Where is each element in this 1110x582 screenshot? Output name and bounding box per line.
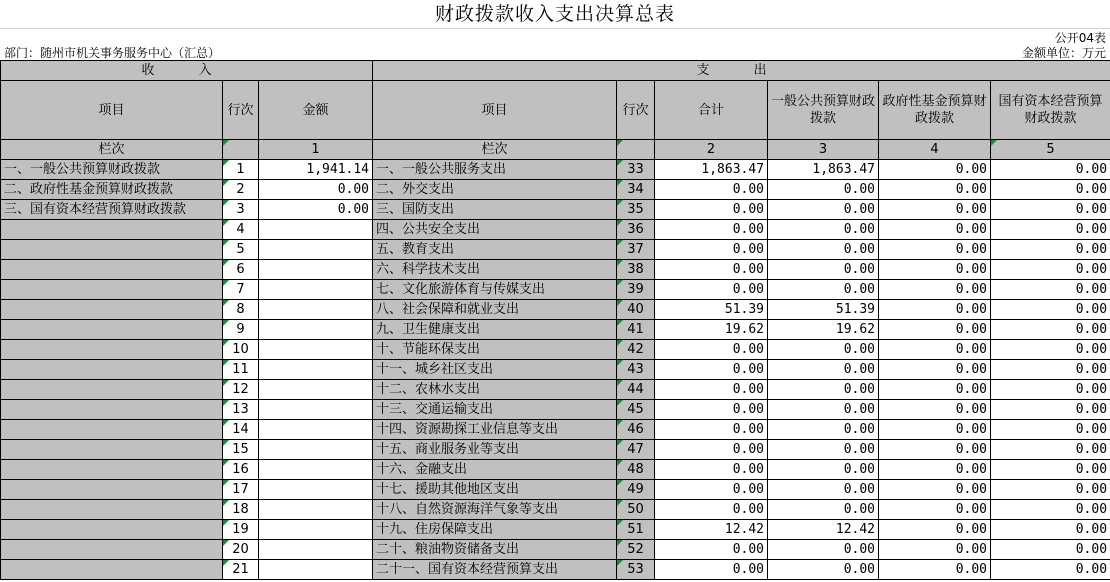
- state-capital-amount-cell[interactable]: 0.00: [991, 420, 1110, 440]
- table-row: [1, 240, 1110, 260]
- expense-item-cell[interactable]: 七、文化旅游体育与传媒支出: [373, 280, 617, 300]
- total-amount-cell[interactable]: 0.00: [655, 380, 768, 400]
- income-line-cell[interactable]: 3: [223, 200, 259, 220]
- state-capital-amount-cell[interactable]: 0.00: [991, 440, 1110, 460]
- state-capital-amount-cell[interactable]: 0.00: [991, 300, 1110, 320]
- income-item-cell[interactable]: [1, 340, 223, 360]
- income-amount-cell[interactable]: [259, 280, 373, 300]
- general-budget-amount-cell[interactable]: 0.00: [768, 420, 879, 440]
- income-line-cell[interactable]: 5: [223, 240, 259, 260]
- total-amount-cell[interactable]: 0.00: [655, 420, 768, 440]
- col-index-4: 4: [879, 140, 991, 160]
- income-item-cell[interactable]: [1, 240, 223, 260]
- income-amount-cell[interactable]: 0.00: [259, 200, 373, 220]
- income-line-cell[interactable]: 19: [223, 520, 259, 540]
- expense-line-cell[interactable]: 53: [617, 560, 655, 580]
- income-amount-cell[interactable]: [259, 360, 373, 380]
- income-item-cell[interactable]: 二、政府性基金预算财政拨款: [1, 180, 223, 200]
- col-index-2: 2: [655, 140, 768, 160]
- state-capital-amount-cell[interactable]: 0.00: [991, 200, 1110, 220]
- table-row: [1, 180, 1110, 200]
- gov-fund-amount-cell[interactable]: 0.00: [879, 260, 991, 280]
- col-label-income: 栏次: [1, 140, 223, 160]
- income-amount-cell[interactable]: [259, 520, 373, 540]
- gov-fund-amount-cell[interactable]: 0.00: [879, 360, 991, 380]
- form-code: 公开04表: [1054, 31, 1106, 45]
- gov-fund-amount-cell[interactable]: 0.00: [879, 460, 991, 480]
- income-line-cell[interactable]: 12: [223, 380, 259, 400]
- state-capital-amount-cell[interactable]: 0.00: [991, 540, 1110, 560]
- gov-fund-amount-cell[interactable]: 0.00: [879, 560, 991, 580]
- gov-fund-amount-cell[interactable]: 0.00: [879, 160, 991, 180]
- table-row: [1, 440, 1110, 460]
- col-index-1: 1: [259, 140, 373, 160]
- income-amount-cell[interactable]: [259, 220, 373, 240]
- expense-item-cell[interactable]: 十五、商业服务业等支出: [373, 440, 617, 460]
- table-row: [1, 200, 1110, 220]
- income-amount-cell[interactable]: [259, 240, 373, 260]
- expense-item-cell[interactable]: 六、科学技术支出: [373, 260, 617, 280]
- state-capital-amount-cell[interactable]: 0.00: [991, 380, 1110, 400]
- total-amount-cell[interactable]: 0.00: [655, 200, 768, 220]
- income-amount-cell[interactable]: [259, 440, 373, 460]
- income-item-cell[interactable]: 三、国有资本经营预算财政拨款: [1, 200, 223, 220]
- expense-item-cell[interactable]: 十、节能环保支出: [373, 340, 617, 360]
- income-line-cell[interactable]: 13: [223, 400, 259, 420]
- income-line-cell[interactable]: 6: [223, 260, 259, 280]
- expense-line-cell[interactable]: 41: [617, 320, 655, 340]
- expense-item-cell[interactable]: 十三、交通运输支出: [373, 400, 617, 420]
- state-capital-amount-cell[interactable]: 0.00: [991, 520, 1110, 540]
- general-budget-amount-cell[interactable]: 0.00: [768, 540, 879, 560]
- expense-line-cell[interactable]: 39: [617, 280, 655, 300]
- income-item-cell[interactable]: [1, 380, 223, 400]
- table-row: [1, 220, 1110, 240]
- state-capital-amount-cell[interactable]: 0.00: [991, 320, 1110, 340]
- gov-fund-amount-cell[interactable]: 0.00: [879, 540, 991, 560]
- income-line-cell[interactable]: 14: [223, 420, 259, 440]
- expense-line-cell[interactable]: 35: [617, 200, 655, 220]
- income-amount-cell[interactable]: [259, 380, 373, 400]
- expense-line-header: 行次: [617, 81, 655, 140]
- expense-item-cell[interactable]: 十一、城乡社区支出: [373, 360, 617, 380]
- income-item-cell[interactable]: [1, 420, 223, 440]
- table-row: [1, 480, 1110, 500]
- gov-fund-amount-cell[interactable]: 0.00: [879, 240, 991, 260]
- total-amount-cell[interactable]: 51.39: [655, 300, 768, 320]
- income-amount-cell[interactable]: [259, 560, 373, 580]
- general-budget-amount-cell[interactable]: 0.00: [768, 180, 879, 200]
- income-amount-cell[interactable]: [259, 420, 373, 440]
- total-amount-cell[interactable]: 19.62: [655, 320, 768, 340]
- income-item-cell[interactable]: [1, 260, 223, 280]
- gov-fund-amount-cell[interactable]: 0.00: [879, 220, 991, 240]
- table-row: [1, 320, 1110, 340]
- income-line-cell[interactable]: 4: [223, 220, 259, 240]
- expense-line-cell[interactable]: 48: [617, 460, 655, 480]
- income-line-cell[interactable]: 18: [223, 500, 259, 520]
- gov-fund-amount-cell[interactable]: 0.00: [879, 340, 991, 360]
- gov-fund-amount-cell[interactable]: 0.00: [879, 480, 991, 500]
- state-capital-amount-cell[interactable]: 0.00: [991, 500, 1110, 520]
- income-line-cell[interactable]: 10: [223, 340, 259, 360]
- total-amount-cell[interactable]: 12.42: [655, 520, 768, 540]
- total-header: 合计: [655, 81, 768, 140]
- income-item-cell[interactable]: [1, 360, 223, 380]
- col-index-5: 5: [991, 140, 1110, 160]
- expense-item-cell[interactable]: 五、教育支出: [373, 240, 617, 260]
- general-budget-amount-cell[interactable]: 0.00: [768, 380, 879, 400]
- table-row: [1, 520, 1110, 540]
- total-amount-cell[interactable]: 0.00: [655, 260, 768, 280]
- column-header-row: [1, 81, 1110, 140]
- table-row: [1, 340, 1110, 360]
- expense-item-cell[interactable]: 二十一、国有资本经营预算支出: [373, 560, 617, 580]
- expense-item-header: 项目: [373, 81, 617, 140]
- total-amount-cell[interactable]: 0.00: [655, 560, 768, 580]
- section-header-row: [1, 61, 1110, 81]
- table-row: [1, 380, 1110, 400]
- general-budget-amount-cell[interactable]: 0.00: [768, 200, 879, 220]
- general-budget-header: 一般公共预算财政拨款: [768, 81, 879, 140]
- general-budget-amount-cell[interactable]: 1,863.47: [768, 160, 879, 180]
- state-capital-amount-cell[interactable]: 0.00: [991, 460, 1110, 480]
- gov-fund-amount-cell[interactable]: 0.00: [879, 520, 991, 540]
- expense-item-cell[interactable]: 十九、住房保障支出: [373, 520, 617, 540]
- expense-line-cell[interactable]: 44: [617, 380, 655, 400]
- gov-fund-amount-cell[interactable]: 0.00: [879, 320, 991, 340]
- expense-item-cell[interactable]: 二十、粮油物资储备支出: [373, 540, 617, 560]
- income-item-cell[interactable]: [1, 540, 223, 560]
- gov-fund-header: 政府性基金预算财政拨款: [879, 81, 991, 140]
- state-capital-amount-cell[interactable]: 0.00: [991, 160, 1110, 180]
- budget-table: [0, 60, 1110, 580]
- expense-item-cell[interactable]: 二、外交支出: [373, 180, 617, 200]
- income-amount-cell[interactable]: 1,941.14: [259, 160, 373, 180]
- expense-item-cell[interactable]: 十七、援助其他地区支出: [373, 480, 617, 500]
- expense-item-cell[interactable]: 十二、农林水支出: [373, 380, 617, 400]
- meta-row: [0, 43, 1110, 60]
- general-budget-amount-cell[interactable]: 12.42: [768, 520, 879, 540]
- column-index-row: [1, 140, 1110, 160]
- income-amount-cell[interactable]: [259, 500, 373, 520]
- state-capital-amount-cell[interactable]: 0.00: [991, 360, 1110, 380]
- expense-line-cell[interactable]: 42: [617, 340, 655, 360]
- general-budget-amount-cell[interactable]: 0.00: [768, 280, 879, 300]
- expense-header: 支 出: [373, 61, 1110, 81]
- income-line-cell[interactable]: 1: [223, 160, 259, 180]
- state-capital-amount-cell[interactable]: 0.00: [991, 340, 1110, 360]
- income-item-cell[interactable]: [1, 440, 223, 460]
- total-amount-cell[interactable]: 0.00: [655, 280, 768, 300]
- expense-line-cell[interactable]: 40: [617, 300, 655, 320]
- expense-item-cell[interactable]: 四、公共安全支出: [373, 220, 617, 240]
- expense-item-cell[interactable]: 十六、金融支出: [373, 460, 617, 480]
- income-amount-cell[interactable]: [259, 540, 373, 560]
- general-budget-amount-cell[interactable]: 0.00: [768, 260, 879, 280]
- income-line-cell[interactable]: 9: [223, 320, 259, 340]
- general-budget-amount-cell[interactable]: 0.00: [768, 560, 879, 580]
- general-budget-amount-cell[interactable]: 0.00: [768, 360, 879, 380]
- income-amount-cell[interactable]: [259, 460, 373, 480]
- income-item-cell[interactable]: 一、一般公共预算财政拨款: [1, 160, 223, 180]
- income-line-cell[interactable]: 15: [223, 440, 259, 460]
- state-capital-amount-cell[interactable]: 0.00: [991, 240, 1110, 260]
- income-line-header: 行次: [223, 81, 259, 140]
- income-line-cell[interactable]: 20: [223, 540, 259, 560]
- gov-fund-amount-cell[interactable]: 0.00: [879, 500, 991, 520]
- state-capital-amount-cell[interactable]: 0.00: [991, 280, 1110, 300]
- gov-fund-amount-cell[interactable]: 0.00: [879, 280, 991, 300]
- income-amount-cell[interactable]: [259, 400, 373, 420]
- general-budget-amount-cell[interactable]: 51.39: [768, 300, 879, 320]
- form-code-row: [0, 28, 1110, 43]
- income-line-cell[interactable]: 8: [223, 300, 259, 320]
- general-budget-amount-cell[interactable]: 0.00: [768, 500, 879, 520]
- total-amount-cell[interactable]: 0.00: [655, 220, 768, 240]
- gov-fund-amount-cell[interactable]: 0.00: [879, 380, 991, 400]
- total-amount-cell[interactable]: 0.00: [655, 500, 768, 520]
- general-budget-amount-cell[interactable]: 0.00: [768, 240, 879, 260]
- report-title: 财政拨款收入支出决算总表: [0, 0, 1110, 29]
- table-row: [1, 420, 1110, 440]
- col-label-expense: 栏次: [373, 140, 617, 160]
- income-item-cell[interactable]: [1, 520, 223, 540]
- table-row: [1, 400, 1110, 420]
- expense-item-cell[interactable]: 八、社会保障和就业支出: [373, 300, 617, 320]
- state-capital-amount-cell[interactable]: 0.00: [991, 560, 1110, 580]
- income-item-cell[interactable]: [1, 300, 223, 320]
- expense-line-cell[interactable]: 43: [617, 360, 655, 380]
- income-amount-cell[interactable]: [259, 480, 373, 500]
- state-capital-amount-cell[interactable]: 0.00: [991, 180, 1110, 200]
- gov-fund-amount-cell[interactable]: 0.00: [879, 180, 991, 200]
- table-row: [1, 160, 1110, 180]
- gov-fund-amount-cell[interactable]: 0.00: [879, 300, 991, 320]
- income-line-cell[interactable]: 21: [223, 560, 259, 580]
- expense-line-cell[interactable]: 51: [617, 520, 655, 540]
- expense-line-cell[interactable]: 36: [617, 220, 655, 240]
- general-budget-amount-cell[interactable]: 0.00: [768, 220, 879, 240]
- total-amount-cell[interactable]: 0.00: [655, 360, 768, 380]
- income-item-header: 项目: [1, 81, 223, 140]
- income-amount-cell[interactable]: [259, 260, 373, 280]
- income-header: 收 入: [1, 61, 373, 81]
- expense-line-cell[interactable]: 33: [617, 160, 655, 180]
- general-budget-amount-cell[interactable]: 0.00: [768, 460, 879, 480]
- general-budget-amount-cell[interactable]: 0.00: [768, 400, 879, 420]
- income-line-cell[interactable]: 7: [223, 280, 259, 300]
- total-amount-cell[interactable]: 1,863.47: [655, 160, 768, 180]
- total-amount-cell[interactable]: 0.00: [655, 460, 768, 480]
- income-item-cell[interactable]: [1, 460, 223, 480]
- income-item-cell[interactable]: [1, 280, 223, 300]
- total-amount-cell[interactable]: 0.00: [655, 440, 768, 460]
- col-index-blank-2: [617, 140, 655, 160]
- col-index-blank: [223, 140, 259, 160]
- expense-item-cell[interactable]: 一、一般公共服务支出: [373, 160, 617, 180]
- income-amount-cell[interactable]: [259, 300, 373, 320]
- table-row: [1, 360, 1110, 380]
- income-amount-cell[interactable]: 0.00: [259, 180, 373, 200]
- expense-line-cell[interactable]: 46: [617, 420, 655, 440]
- expense-item-cell[interactable]: 十八、自然资源海洋气象等支出: [373, 500, 617, 520]
- expense-line-cell[interactable]: 34: [617, 180, 655, 200]
- income-item-cell[interactable]: [1, 320, 223, 340]
- income-item-cell[interactable]: [1, 500, 223, 520]
- income-item-cell[interactable]: [1, 480, 223, 500]
- expense-line-cell[interactable]: 49: [617, 480, 655, 500]
- expense-line-cell[interactable]: 52: [617, 540, 655, 560]
- state-capital-header: 国有资本经营预算财政拨款: [991, 81, 1110, 140]
- expense-line-cell[interactable]: 47: [617, 440, 655, 460]
- state-capital-amount-cell[interactable]: 0.00: [991, 260, 1110, 280]
- table-row: [1, 260, 1110, 280]
- total-amount-cell[interactable]: 0.00: [655, 480, 768, 500]
- general-budget-amount-cell[interactable]: 0.00: [768, 480, 879, 500]
- table-row: [1, 540, 1110, 560]
- income-amount-header: 金额: [259, 81, 373, 140]
- expense-line-cell[interactable]: 38: [617, 260, 655, 280]
- state-capital-amount-cell[interactable]: 0.00: [991, 400, 1110, 420]
- income-item-cell[interactable]: [1, 400, 223, 420]
- expense-line-cell[interactable]: 45: [617, 400, 655, 420]
- expense-line-cell[interactable]: 50: [617, 500, 655, 520]
- department-label: 部门：随州市机关事务服务中心（汇总）: [4, 46, 221, 60]
- total-amount-cell[interactable]: 0.00: [655, 540, 768, 560]
- state-capital-amount-cell[interactable]: 0.00: [991, 480, 1110, 500]
- table-row: [1, 280, 1110, 300]
- total-amount-cell[interactable]: 0.00: [655, 400, 768, 420]
- gov-fund-amount-cell[interactable]: 0.00: [879, 400, 991, 420]
- state-capital-amount-cell[interactable]: 0.00: [991, 220, 1110, 240]
- table-row: [1, 460, 1110, 480]
- income-item-cell[interactable]: [1, 220, 223, 240]
- expense-line-cell[interactable]: 37: [617, 240, 655, 260]
- gov-fund-amount-cell[interactable]: 0.00: [879, 420, 991, 440]
- table-row: [1, 300, 1110, 320]
- general-budget-amount-cell[interactable]: 19.62: [768, 320, 879, 340]
- general-budget-amount-cell[interactable]: 0.00: [768, 440, 879, 460]
- expense-item-cell[interactable]: 三、国防支出: [373, 200, 617, 220]
- gov-fund-amount-cell[interactable]: 0.00: [879, 440, 991, 460]
- expense-item-cell[interactable]: 十四、资源勘探工业信息等支出: [373, 420, 617, 440]
- total-amount-cell[interactable]: 0.00: [655, 340, 768, 360]
- income-line-cell[interactable]: 2: [223, 180, 259, 200]
- total-amount-cell[interactable]: 0.00: [655, 240, 768, 260]
- income-line-cell[interactable]: 17: [223, 480, 259, 500]
- general-budget-amount-cell[interactable]: 0.00: [768, 340, 879, 360]
- income-item-cell[interactable]: [1, 560, 223, 580]
- income-line-cell[interactable]: 16: [223, 460, 259, 480]
- income-amount-cell[interactable]: [259, 340, 373, 360]
- unit-label: 金额单位：万元: [1021, 46, 1106, 60]
- income-amount-cell[interactable]: [259, 320, 373, 340]
- table-row: [1, 560, 1110, 580]
- col-index-3: 3: [768, 140, 879, 160]
- income-line-cell[interactable]: 11: [223, 360, 259, 380]
- total-amount-cell[interactable]: 0.00: [655, 180, 768, 200]
- gov-fund-amount-cell[interactable]: 0.00: [879, 200, 991, 220]
- expense-item-cell[interactable]: 九、卫生健康支出: [373, 320, 617, 340]
- table-row: [1, 500, 1110, 520]
